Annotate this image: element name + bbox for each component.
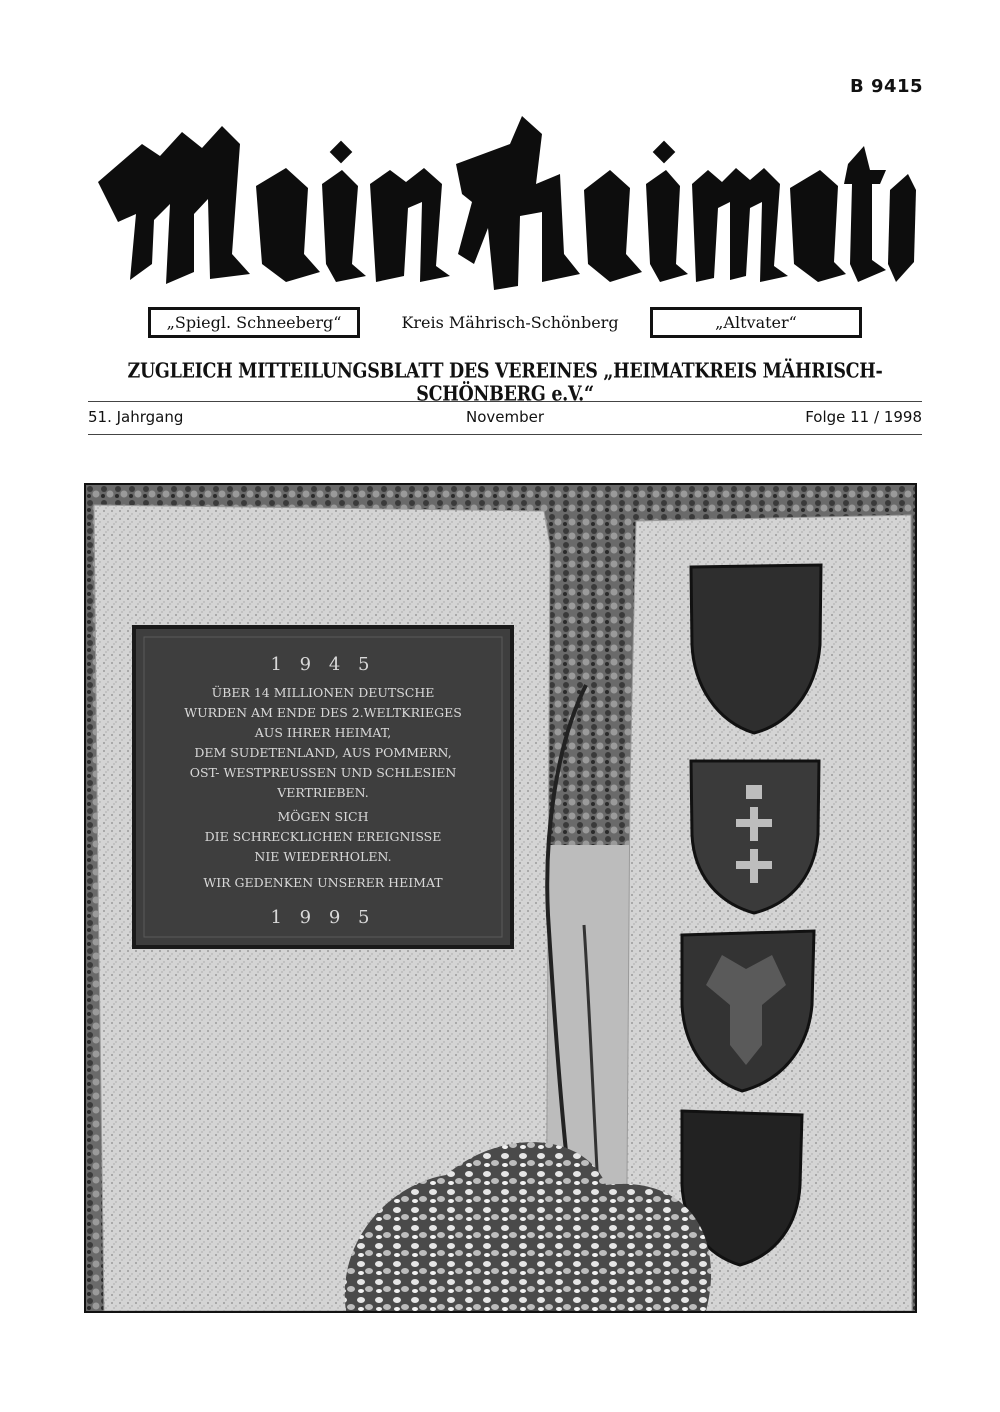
district-label: Kreis Mährisch-Schönberg: [401, 313, 619, 332]
memorial-photo-illustration: [86, 485, 915, 1311]
subtitle: ZUGLEICH MITTEILUNGSBLATT DES VEREINES „HEIMATKREIS MÄHRISCH-SCHÖNBERG e.V.“: [127, 360, 883, 406]
cover-photo: [84, 483, 917, 1313]
region-box-right: „Altvater“: [650, 307, 862, 338]
plaque-line: DEM SUDETENLAND, AUS POMMERN,: [194, 745, 452, 760]
divider-bottom: [88, 434, 922, 435]
region-box-left: „Spiegl. Schneeberg“: [148, 307, 360, 338]
plaque-line: 1 9 4 5: [270, 654, 376, 675]
postal-code: B 9415: [850, 76, 924, 97]
plaque-line: OST- WESTPREUSSEN UND SCHLESIEN: [189, 765, 457, 780]
plaque-line: WIR GEDENKEN UNSERER HEIMAT: [203, 875, 443, 890]
plaque-line: WURDEN AM ENDE DES 2.WELTKRIEGES: [184, 705, 462, 720]
issue-number-label: Folge 11 / 1998: [805, 408, 922, 426]
plaque-line: MÖGEN SICH: [277, 809, 369, 824]
plaque-line: AUS IHRER HEIMAT,: [254, 725, 392, 740]
masthead-logo: [90, 104, 920, 294]
plaque-line: ÜBER 14 MILLIONEN DEUTSCHE: [211, 685, 435, 700]
plaque-line: DIE SCHRECKLICHEN EREIGNISSE: [204, 829, 442, 844]
divider-top: [88, 401, 922, 402]
volume-label: 51. Jahrgang: [88, 408, 184, 426]
plaque-line: 1 9 9 5: [270, 907, 376, 928]
plaque-line: VERTRIEBEN.: [277, 785, 369, 800]
month-label: November: [465, 408, 545, 426]
issue-info-row: [88, 408, 922, 430]
plaque-line: NIE WIEDERHOLEN.: [254, 849, 392, 864]
